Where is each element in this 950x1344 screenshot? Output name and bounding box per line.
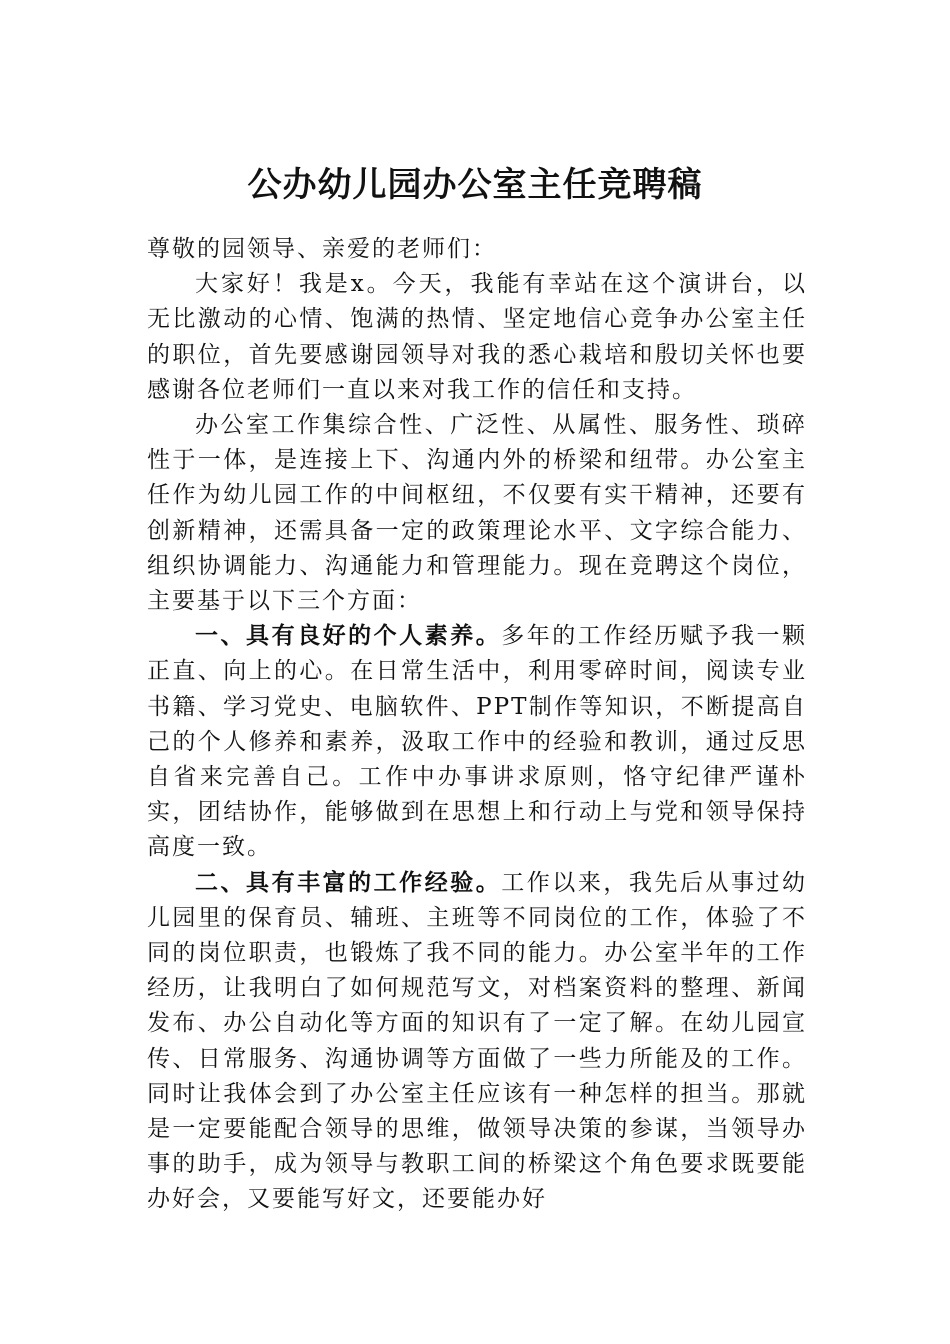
paragraph-text: 办公室工作集综合性、广泛性、从属性、服务性、琐碎性于一体，是连接上下、沟通内外的桥梁和纽带。办公室主任作为幼儿园工作的中间枢纽，不仅要有实干精神，还要有创新精神，还需具备一定的政策理论水平、文字综合能力、组织协调能力、沟通能力和管理能力。现在竞聘这个岗位，主要基于以下三个方面：: [147, 412, 807, 615]
paragraph-office-work: [147, 408, 807, 619]
paragraph-text: 工作以来，我先后从事过幼儿园里的保育员、辅班、主班等不同岗位的工作，体验了不同的岗位职责，也锻炼了我不同的能力。办公室半年的工作经历，让我明白了如何规范写文，对档案资料的整理、新闻发布、办公自动化等方面的知识有了一定了解。在幼儿园宣传、日常服务、沟通协调等方面做了一些力所能及的工作。同时让我体会到了办公室主任应该有一种怎样的担当。那就是一定要能配合领导的思维，做领导决策的参谋，当领导办事的助手，成为领导与教职工间的桥梁这个角色要求既要能办好会，又要能写好文，还要能办好: [147, 869, 808, 1213]
paragraph-text: 多年的工作经历赋予我一颗正直、向上的心。在日常生活中，利用零碎时间，阅读专业书籍、学习党史、电脑软件、PPT制作等知识，不断提高自己的个人修养和素养，汲取工作中的经验和教训，通过反思自省来完善自己。工作中办事讲求原则，恪守纪律严谨朴实，团结协作，能够做到在思想上和行动上与党和领导保持高度一致。: [147, 623, 808, 861]
paragraph-greeting: [147, 267, 807, 408]
document-title: 公办幼儿园办公室主任竞聘稿: [247, 165, 703, 205]
document-body: [147, 232, 807, 1218]
paragraph-heading: 二、具有丰富的工作经验。: [195, 869, 502, 896]
salutation: 尊敬的园领导、亲爱的老师们：: [147, 236, 497, 262]
paragraph-text: 大家好！我是x。今天，我能有幸站在这个演讲台，以无比激动的心情、饱满的热情、坚定地信心竞争办公室主任的职位，首先要感谢园领导对我的悉心栽培和殷切关怀也要感谢各位老师们一直以来对我工作的信任和支持。: [147, 271, 807, 403]
paragraph-work-experience: [147, 866, 807, 1218]
paragraph-heading: 一、具有良好的个人素养。: [195, 623, 502, 650]
paragraph-personal-quality: [147, 619, 807, 865]
